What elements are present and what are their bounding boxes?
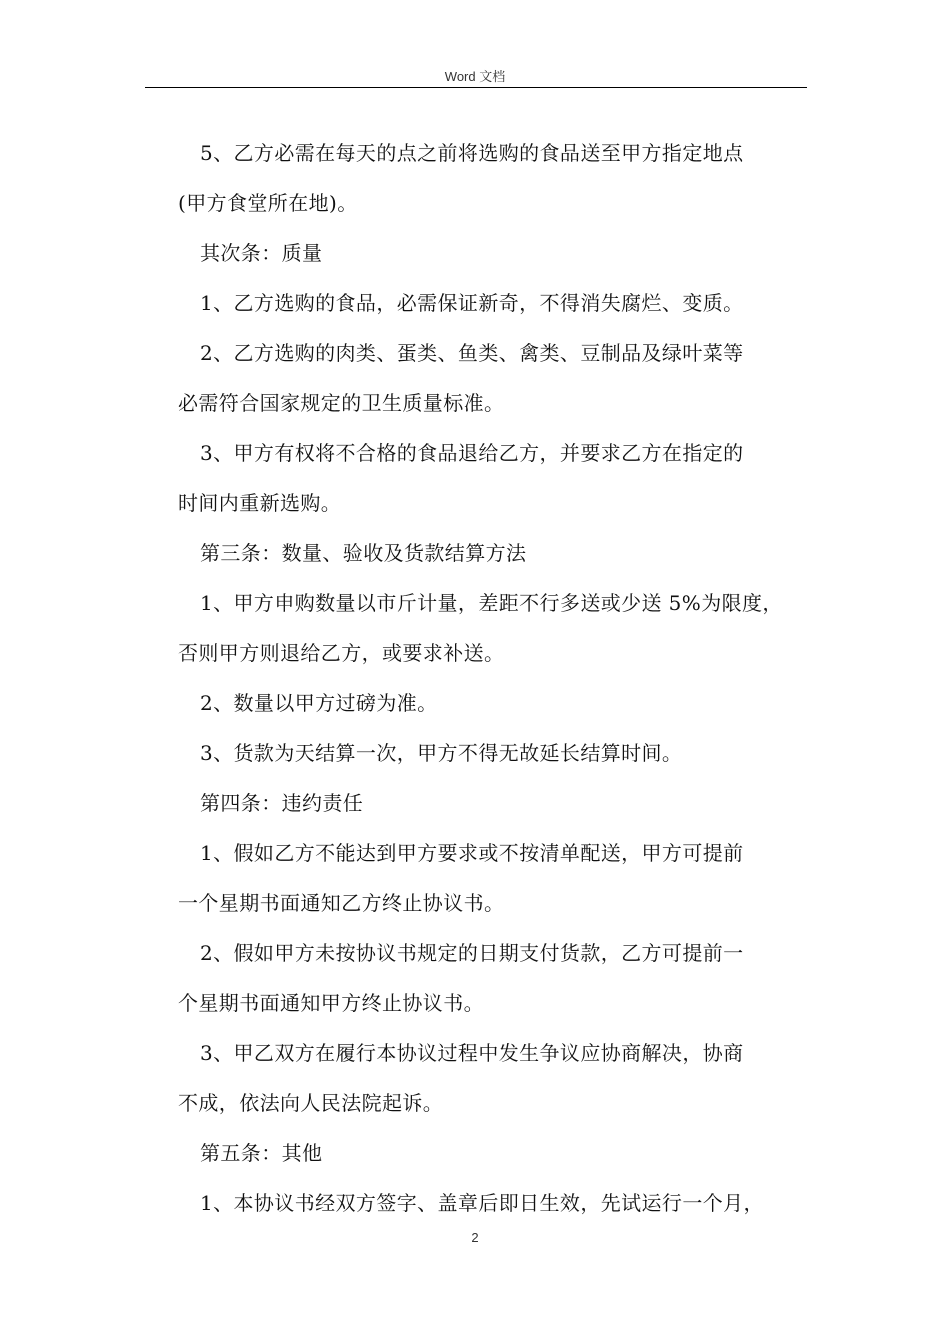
paragraph-line: 必需符合国家规定的卫生质量标准。	[178, 391, 505, 415]
paragraph-line: 2、数量以甲方过磅为准。	[200, 691, 438, 715]
paragraph-line: 不成，依法向人民法院起诉。	[178, 1091, 444, 1115]
paragraph-line: 否则甲方则退给乙方，或要求补送。	[178, 641, 505, 665]
paragraph-line: 第三条：数量、验收及货款结算方法	[200, 541, 527, 565]
paragraph-line: 一个星期书面通知乙方终止协议书。	[178, 891, 505, 915]
header-divider	[145, 87, 807, 88]
paragraph-line: 3、甲乙双方在履行本协议过程中发生争议应协商解决，协商	[200, 1041, 744, 1065]
paragraph-line: 时间内重新选购。	[178, 491, 342, 515]
paragraph-line: 第五条：其他	[200, 1141, 323, 1165]
paragraph-line: 3、甲方有权将不合格的食品退给乙方，并要求乙方在指定的	[200, 441, 744, 465]
paragraph-line: 个星期书面通知甲方终止协议书。	[178, 991, 484, 1015]
page-number: 2	[471, 1230, 479, 1245]
paragraph-line: 其次条：质量	[200, 241, 323, 265]
paragraph-line: (甲方食堂所在地)。	[178, 191, 358, 215]
paragraph-line: 3、货款为天结算一次，甲方不得无故延长结算时间。	[200, 741, 683, 765]
paragraph-line: 1、假如乙方不能达到甲方要求或不按清单配送，甲方可提前	[200, 841, 744, 865]
paragraph-line: 2、乙方选购的肉类、蛋类、鱼类、禽类、豆制品及绿叶菜等	[200, 341, 744, 365]
page-header: Word 文档	[444, 69, 506, 84]
paragraph-line: 1、本协议书经双方签字、盖章后即日生效，先试运行一个月，	[200, 1191, 764, 1215]
paragraph-line: 2、假如甲方未按协议书规定的日期支付货款，乙方可提前一	[200, 941, 744, 965]
paragraph-line: 1、甲方申购数量以市斤计量，差距不行多送或少送 5%为限度，	[200, 591, 783, 615]
paragraph-line: 5、乙方必需在每天的点之前将选购的食品送至甲方指定地点	[200, 141, 744, 165]
paragraph-line: 第四条：违约责任	[200, 791, 364, 815]
paragraph-line: 1、乙方选购的食品，必需保证新奇，不得消失腐烂、变质。	[200, 291, 744, 315]
document-body	[178, 128, 818, 1228]
